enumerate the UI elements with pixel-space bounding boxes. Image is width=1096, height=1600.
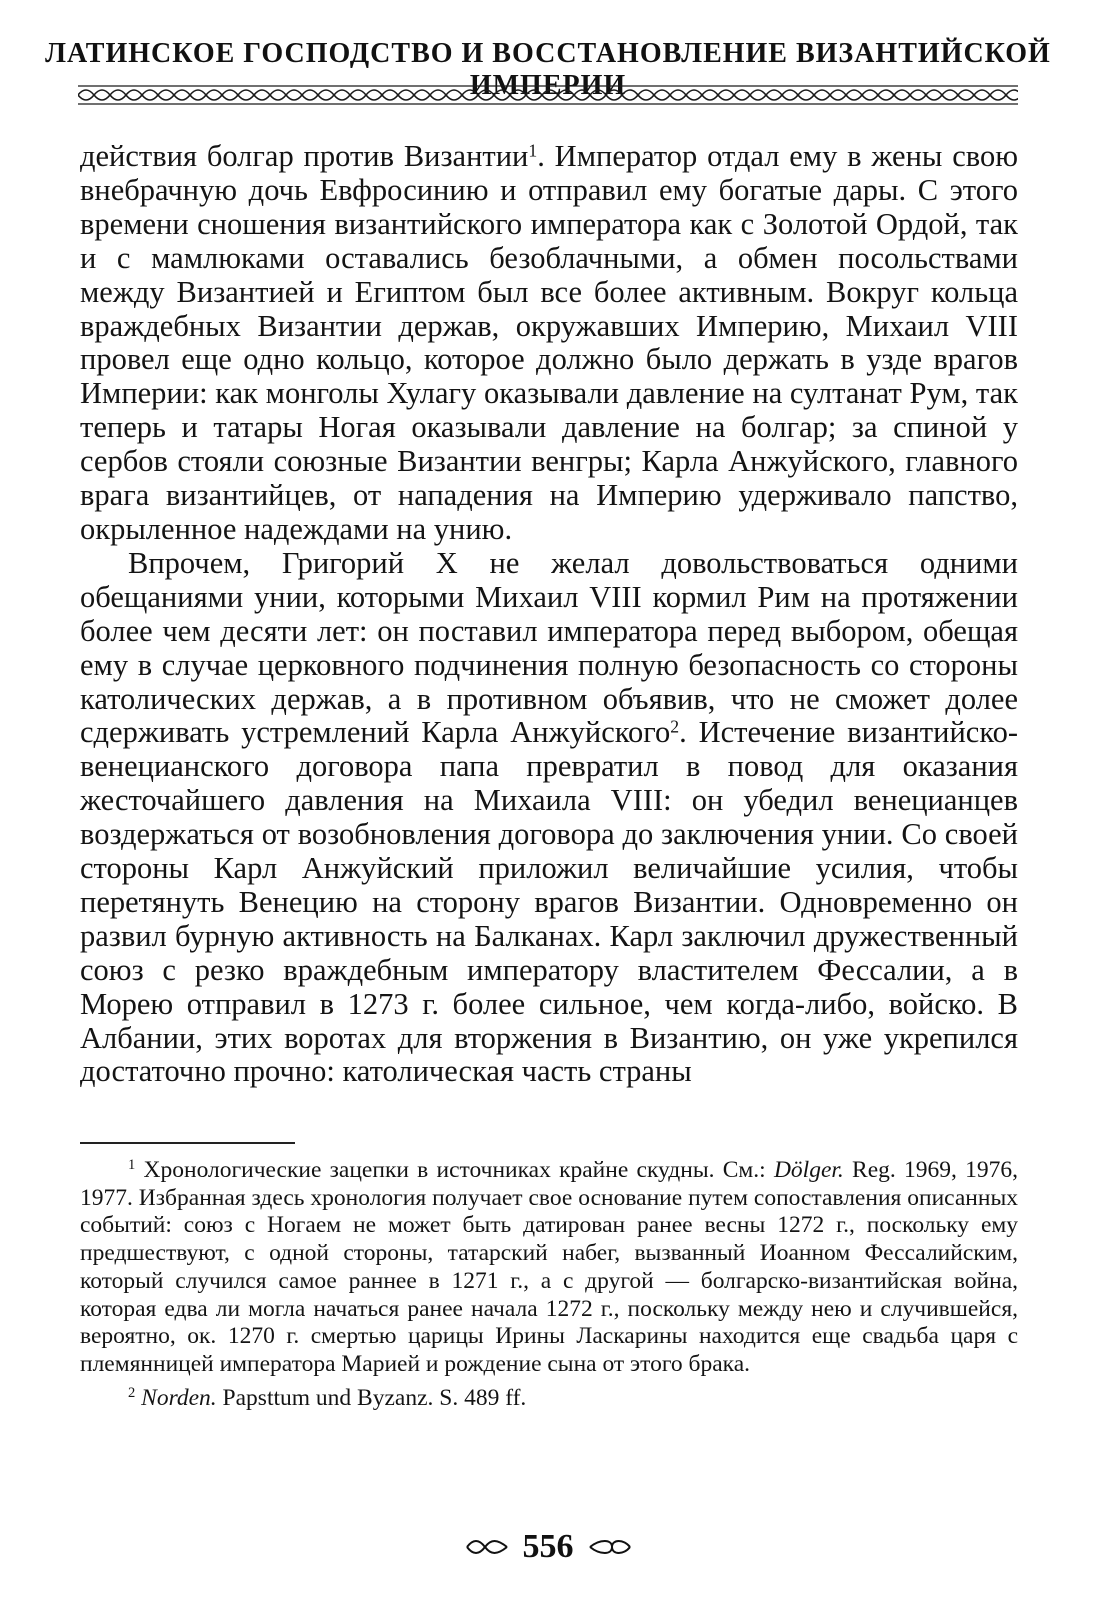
footnote-author: Norden. <box>141 1384 217 1411</box>
paragraph-text: . Император отдал ему в жены свою внебрачную дочь Евфросинию и отправил ему богатые дары. С этого времени сношения византийского императора как с Золотой Ордой, так и с мамлюками оставались безоблачными, а обмен посольствами между Византией и Египтом был все более активным. Вокруг кольца враждебных Византии держав, окружавших Империю, Михаил VIII провел еще одно кольцо, которое должно было держать в узде врагов Империи: как монголы Хулагу оказывали давление на султанат Рум, так теперь и татары Ногая оказывали давление на болгар; за спиной у сербов стояли союзные Византии венгры; Карла Анжуйского, главного врага византийцев, от нападения на Империю удерживало папство, окрыленное надеждами на унию. <box>80 139 1018 546</box>
footnote-divider <box>80 1142 295 1144</box>
paragraph <box>80 140 1018 547</box>
braid-flourish-icon <box>588 1538 632 1556</box>
paragraph <box>80 547 1018 1090</box>
footnote <box>80 1157 1018 1379</box>
page-footer <box>0 1528 1096 1566</box>
body-text <box>80 140 1018 1089</box>
paragraph-text: Впрочем, Григорий X не желал довольствоваться одними обещаниями унии, которыми Михаил VIII кормил Рим на протяжении более чем десяти лет: он поставил императора перед выбором, обещая ему в случае церковного подчинения полную безопасность со стороны католических держав, а в противном объявив, что не сможет долее сдерживать устремлений Карла Анжуйского <box>80 545 1018 750</box>
page-number: 556 <box>522 1528 574 1565</box>
footnote-mark: 2 <box>128 1384 136 1401</box>
running-head: ЛАТИНСКОЕ ГОСПОДСТВО И ВОССТАНОВЛЕНИЕ ВИЗАНТИЙСКОЙ ИМПЕРИИ <box>45 38 1051 101</box>
footnote-mark: 1 <box>128 1157 136 1173</box>
footnote-text: Хронологические зацепки в источниках крайне скудны. См.: <box>143 1157 774 1183</box>
paragraph-text: . Истечение византийско-венецианского договора папа превратил в повод для оказания жесточайшего давления на Михаила VIII: он убедил венецианцев воздержаться от возобновления договора до заключения унии. Со своей стороны Карл Анжуйский приложил величайшие усилия, чтобы перетянуть Венецию на сторону врагов Византии. Одновременно он развил бурную активность на Балканах. Карл заключил дружественный союз с резко враждебным императору властителем Фессалии, а в Морею отправил в 1273 г. более сильное, чем когда-либо, войско. В Албании, этих воротах для вторжения в Византию, он уже укрепился достаточно прочно: католическая часть страны <box>80 715 1018 1089</box>
footnote-text: Reg. 1969, 1976, 1977. Избранная здесь хронология получает свое основание путем сопоставления описанных событий: союз с Ногаем не может быть датирован ранее весны 1272 г., поскольку ему предшествуют, с одной стороны, татарский набег, вызванный Иоанном Фессалийским, который случился самое раннее в 1271 г., а с другой — болгарско-византийская война, которая едва ли могла начаться ранее начала 1272 г., поскольку между нею и случившейся, вероятно, ок. 1270 г. смертью царицы Ирины Ласкарины находится еще свадьба царя с племянницей императора Марией и рождение сына от этого брака. <box>80 1157 1019 1377</box>
interlace-border-icon <box>78 84 1018 106</box>
footnote-ref[interactable]: 1 <box>528 140 538 161</box>
footnote-text: Papsttum und Byzanz. S. 489 ff. <box>216 1384 527 1411</box>
paragraph-text: действия болгар против Византии <box>80 139 529 173</box>
footnotes <box>80 1157 1018 1412</box>
footnote-author: Dölger. <box>773 1157 844 1183</box>
footnote <box>80 1385 1018 1413</box>
braid-flourish-icon <box>465 1538 509 1556</box>
footnote-ref[interactable]: 2 <box>670 716 680 737</box>
